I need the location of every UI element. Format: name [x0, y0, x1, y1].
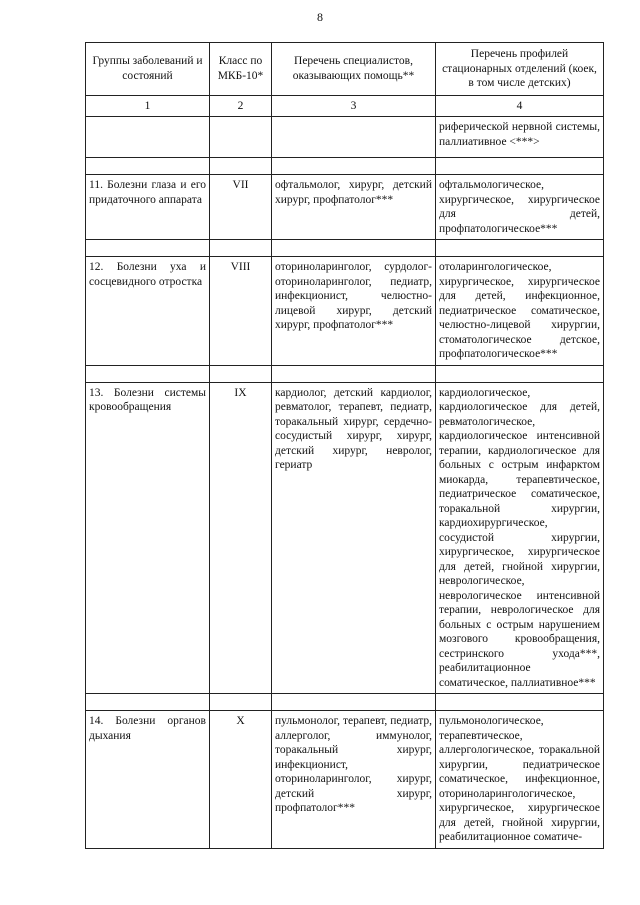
- column-number-row: [86, 95, 604, 117]
- specialists-table: [85, 42, 604, 849]
- column-number: 3: [272, 95, 436, 117]
- profiles-list: пульмонологическое, терапевтическое, аллергологическое, торакальной хирургии, педиатрическое соматическое, инфекционное, оториноларингологическое, хирургическое, хирургическое для детей, гнойной хирургии, реабилитационное соматиче-: [436, 711, 604, 849]
- profiles-list: отоларингологическое, хирургическое, хирургическое для детей, инфекционное, педиатрическое соматическое, челюстно-лицевой хирургии, стоматологическое детское, профпатологическое***: [436, 257, 604, 366]
- disease-group: 14. Болезни органов дыхания: [86, 711, 210, 849]
- continuation-profiles: риферической нервной системы, паллиативное <***>: [436, 117, 604, 158]
- table-row: [86, 175, 604, 240]
- table-row: [86, 711, 604, 849]
- table-header-row: [86, 43, 604, 96]
- column-number: 4: [436, 95, 604, 117]
- disease-group: 12. Болезни уха и сосцевидного отростка: [86, 257, 210, 366]
- table-cell: [210, 117, 272, 158]
- header-specialists: Перечень специалистов, оказывающих помощь**: [272, 43, 436, 96]
- column-number: 2: [210, 95, 272, 117]
- spacer-row: [86, 694, 604, 711]
- specialists-list: кардиолог, детский кардиолог, ревматолог, терапевт, педиатр, торакальный хирург, сердечно-сосудистый хирург, хирург, детский хирург, невролог, гериатр: [272, 382, 436, 694]
- profiles-list: кардиологическое, кардиологическое для детей, ревматологическое, кардиологическое интенсивной терапии, кардиологическое для больных с острым инфарктом миокарда, терапевтическое, педиатрическое соматическое, торакальной хирургии, кардиохирургическое, сосудистой хирургии, хирургическое, хирургическое для детей, гнойной хирургии, неврологическое, неврологическое интенсивной терапии, неврологическое для больных с острым нарушением мозгового кровообращения, сестринского ухода***, реабилитационное соматическое, паллиативное***: [436, 382, 604, 694]
- table-row: [86, 257, 604, 366]
- specialists-list: пульмонолог, терапевт, педиатр, аллерголог, иммунолог, торакальный хирург, инфекционист, оториноларинголог, хирург, детский хирург, профпатолог***: [272, 711, 436, 849]
- icd-class: VIII: [210, 257, 272, 366]
- header-groups: Группы заболеваний и состояний: [86, 43, 210, 96]
- column-number: 1: [86, 95, 210, 117]
- disease-group: 11. Болезни глаза и его придаточного аппарата: [86, 175, 210, 240]
- spacer-row: [86, 240, 604, 257]
- header-icd-class: Класс по МКБ-10*: [210, 43, 272, 96]
- table-row: [86, 382, 604, 694]
- specialists-list: оториноларинголог, сурдолог-оториноларинголог, педиатр, инфекционист, челюстно-лицевой хирург, детский хирург, профпатолог***: [272, 257, 436, 366]
- table-cell: [272, 117, 436, 158]
- specialists-list: офтальмолог, хирург, детский хирург, профпатолог***: [272, 175, 436, 240]
- icd-class: VII: [210, 175, 272, 240]
- icd-class: IX: [210, 382, 272, 694]
- icd-class: X: [210, 711, 272, 849]
- header-profiles: Перечень профилей стационарных отделений (коек, в том числе детских): [436, 43, 604, 96]
- disease-group: 13. Болезни системы кровообращения: [86, 382, 210, 694]
- table-cell: [86, 117, 210, 158]
- continuation-row: [86, 117, 604, 158]
- spacer-row: [86, 365, 604, 382]
- page-number: 8: [317, 10, 323, 24]
- profiles-list: офтальмологическое, хирургическое, хирургическое для детей, профпатологическое***: [436, 175, 604, 240]
- spacer-row: [86, 158, 604, 175]
